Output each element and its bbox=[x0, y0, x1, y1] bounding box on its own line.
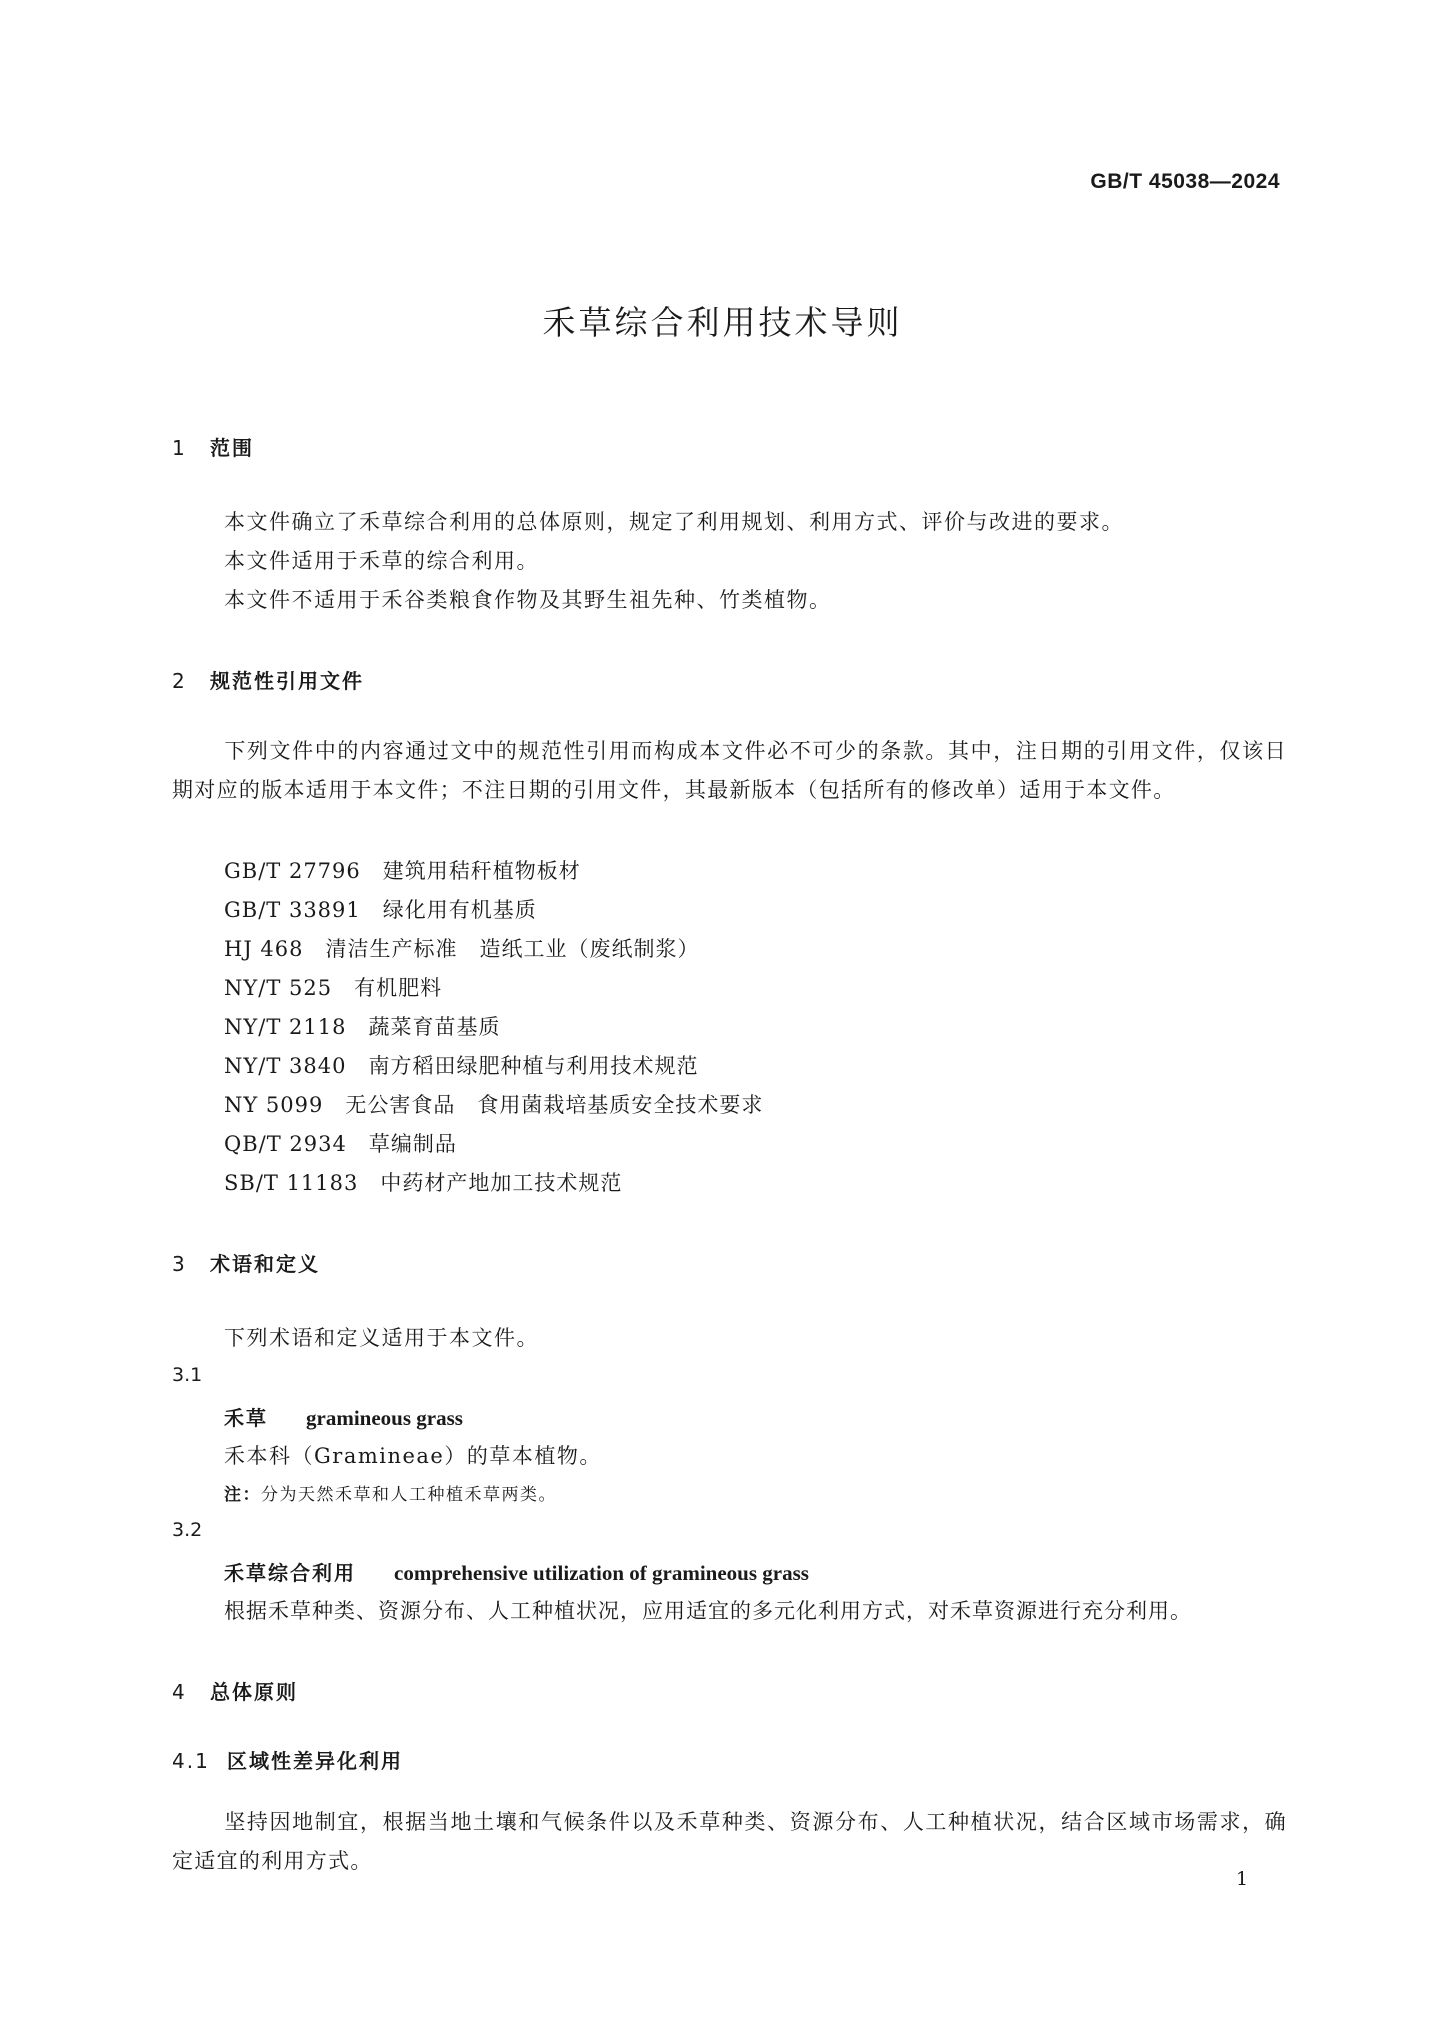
section-4-heading bbox=[172, 1676, 298, 1705]
section-number: 3 bbox=[172, 1252, 187, 1276]
reference-code: NY/T 2118 bbox=[224, 1015, 347, 1039]
reference-title: 南方稻田绿肥种植与利用技术规范 bbox=[368, 1054, 699, 1078]
reference-item bbox=[224, 1011, 500, 1041]
document-title: 禾草综合利用技术导则 bbox=[542, 303, 903, 342]
reference-item bbox=[224, 894, 537, 924]
reference-title: 建筑用秸秆植物板材 bbox=[382, 859, 581, 883]
standard-code: GB/T 45038—2024 bbox=[1090, 170, 1280, 193]
section-number: 4 bbox=[172, 1680, 187, 1704]
section-3-heading bbox=[172, 1248, 320, 1277]
reference-code: SB/T 11183 bbox=[224, 1171, 359, 1195]
section-title: 总体原则 bbox=[210, 1680, 298, 1704]
reference-item bbox=[224, 1050, 698, 1080]
term-zh: 禾草综合利用 bbox=[224, 1561, 356, 1585]
reference-item bbox=[224, 855, 581, 885]
reference-title: 无公害食品 食用菌栽培基质安全技术要求 bbox=[345, 1093, 764, 1117]
paragraph: 本文件适用于禾草的综合利用。 bbox=[224, 549, 539, 573]
reference-title: 有机肥料 bbox=[354, 976, 443, 1000]
reference-title: 绿化用有机基质 bbox=[382, 898, 537, 922]
paragraph: 本文件确立了禾草综合利用的总体原则，规定了利用规划、利用方式、评价与改进的要求。 bbox=[224, 510, 1124, 534]
terms-intro: 下列术语和定义适用于本文件。 bbox=[224, 1326, 539, 1350]
subsection-number: 4.1 bbox=[172, 1749, 210, 1773]
reference-title: 中药材产地加工技术规范 bbox=[380, 1171, 623, 1195]
term-en: gramineous grass bbox=[306, 1406, 463, 1430]
reference-item bbox=[224, 972, 442, 1002]
references-intro: 下列文件中的内容通过文中的规范性引用而构成本文件必不可少的条款。其中，注日期的引用文件，仅该日期对应的版本适用于本文件；不注日期的引用文件，其最新版本（包括所有的修改单）适用于本文件。 bbox=[172, 739, 1287, 802]
reference-title: 草编制品 bbox=[368, 1132, 457, 1156]
reference-code: QB/T 2934 bbox=[224, 1132, 347, 1156]
section-number: 1 bbox=[172, 436, 187, 460]
reference-code: NY 5099 bbox=[224, 1093, 324, 1117]
subsection-4-1-heading bbox=[172, 1745, 403, 1774]
term-name bbox=[224, 1557, 809, 1586]
term-note bbox=[224, 1480, 557, 1505]
reference-item bbox=[224, 933, 700, 963]
section-2-heading bbox=[172, 665, 364, 694]
reference-code: NY/T 525 bbox=[224, 976, 333, 1000]
note-label: 注： bbox=[224, 1485, 261, 1505]
reference-code: GB/T 27796 bbox=[224, 859, 361, 883]
subsection-title: 区域性差异化利用 bbox=[227, 1749, 403, 1773]
section-title: 规范性引用文件 bbox=[210, 669, 364, 693]
section-1-heading bbox=[172, 432, 254, 461]
term-zh: 禾草 bbox=[224, 1406, 268, 1430]
reference-code: HJ 468 bbox=[224, 937, 304, 961]
reference-code: GB/T 33891 bbox=[224, 898, 361, 922]
term-en: comprehensive utilization of gramineous grass bbox=[394, 1561, 809, 1585]
term-definition: 根据禾草种类、资源分布、人工种植状况，应用适宜的多元化利用方式，对禾草资源进行充分利用。 bbox=[224, 1599, 1192, 1623]
reference-code: NY/T 3840 bbox=[224, 1054, 347, 1078]
term-number: 3.2 bbox=[172, 1519, 203, 1541]
section-title: 范围 bbox=[210, 436, 254, 460]
reference-title: 蔬菜育苗基质 bbox=[368, 1015, 501, 1039]
note-text: 分为天然禾草和人工种植禾草两类。 bbox=[261, 1485, 557, 1505]
term-number: 3.1 bbox=[172, 1364, 203, 1386]
term-definition: 禾本科（Gramineae）的草本植物。 bbox=[224, 1444, 602, 1468]
paragraph: 本文件不适用于禾谷类粮食作物及其野生祖先种、竹类植物。 bbox=[224, 588, 832, 612]
subsection-4-1-text: 坚持因地制宜，根据当地土壤和气候条件以及禾草种类、资源分布、人工种植状况，结合区域市场需求，确定适宜的利用方式。 bbox=[172, 1810, 1287, 1873]
reference-title: 清洁生产标准 造纸工业（废纸制浆） bbox=[325, 937, 700, 961]
page-number: 1 bbox=[1236, 1868, 1249, 1890]
term-name bbox=[224, 1402, 463, 1431]
reference-item bbox=[224, 1167, 622, 1197]
reference-item bbox=[224, 1089, 763, 1119]
section-title: 术语和定义 bbox=[210, 1252, 320, 1276]
reference-item bbox=[224, 1128, 457, 1158]
section-number: 2 bbox=[172, 669, 187, 693]
